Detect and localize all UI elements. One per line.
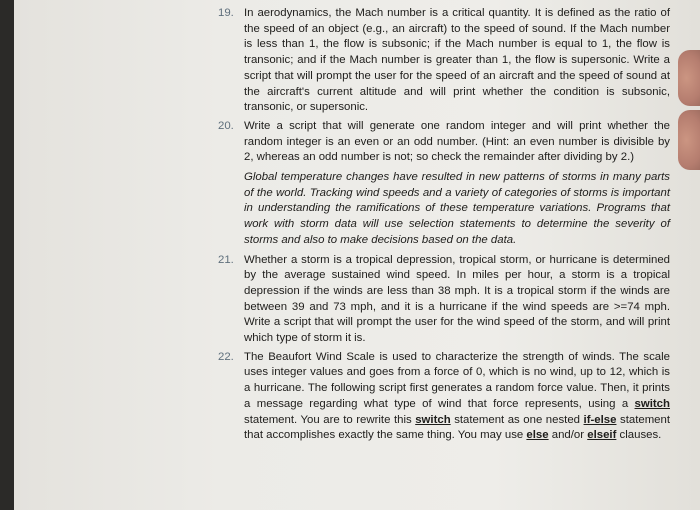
problem-number: 19.: [218, 7, 234, 19]
problem-number: 21.: [218, 253, 234, 266]
keyword-switch: switch: [415, 413, 451, 426]
problem-number: 20.: [218, 119, 234, 132]
problem-text-part: statement as one nested: [454, 413, 581, 426]
problem-text-part: statement. You are to rewrite this: [244, 413, 412, 426]
thumb-shadow-bottom: [678, 110, 700, 170]
keyword-elseif: elseif: [587, 429, 617, 442]
keyword-switch: switch: [634, 397, 670, 410]
storm-interlude: Global temperature changes have resulted in new patterns of storms in many parts of the world. Tracking wind speeds and a variety of categories of storms is important in understanding the ramifications of these temperature variations. Programs that work with storm data will use selection statements to determine the severity of storms and also to make decisions based on the data.: [244, 171, 670, 246]
exercise-text: [212, 6, 670, 447]
problem-text-part: and/or: [551, 429, 585, 442]
problem-20: [212, 119, 670, 166]
problem-text: In aerodynamics, the Mach number is a critical quantity. It is defined as the ratio of the speed of an object (e.g., an aircraft) to the speed of sound. If the Mach number is less than 1, the flow is subsonic; if the Mach number is equal to 1, the flow is transonic; and if the Mach number is greater than 1, the flow is supersonic. Write a script that will prompt the user for the speed of an aircraft and the speed of sound at the aircraft's current altitude and will print whether the condition is subsonic, transonic, or supersonic.: [244, 7, 670, 114]
problem-text-part: The Beaufort Wind Scale is used to characterize the strength of winds. The scale uses integer values and goes from a force of 0, which is no wind, up to 12, which is a hurricane. The following script first generates a random force value. Then, it prints a message regarding what type of wind that force represents, using a: [244, 350, 670, 410]
problem-text-part: statement that accomplishes exactly the same thing. You may use: [244, 413, 671, 442]
keyword-else: else: [526, 429, 549, 442]
problem-text: Whether a storm is a tropical depression, tropical storm, or hurricane is determined by the average sustained wind speed. In miles per hour, a storm is a tropical depression if the winds are less than 38 mph. It is a tropical storm if the winds are between 39 and 73 mph, and it is a hurricane if the wind speeds are >=74 mph. Write a script that will prompt the user for the wind speed of the storm, and will print which type of storm it is.: [244, 253, 670, 345]
problem-number: 22.: [218, 350, 234, 363]
problem-text-part: clauses.: [619, 429, 662, 442]
keyword-if-else: if-else: [583, 413, 617, 426]
thumb-shadow-top: [678, 50, 700, 106]
problem-22: [212, 350, 670, 444]
problem-text: Write a script that will generate one random integer and will print whether the random integer is an even or an odd number. (Hint: an even number is divisible by 2, whereas an odd number is not; so check the remainder after dividing by 2.): [244, 119, 670, 164]
problem-21: [212, 253, 670, 347]
problem-19: [212, 6, 670, 116]
